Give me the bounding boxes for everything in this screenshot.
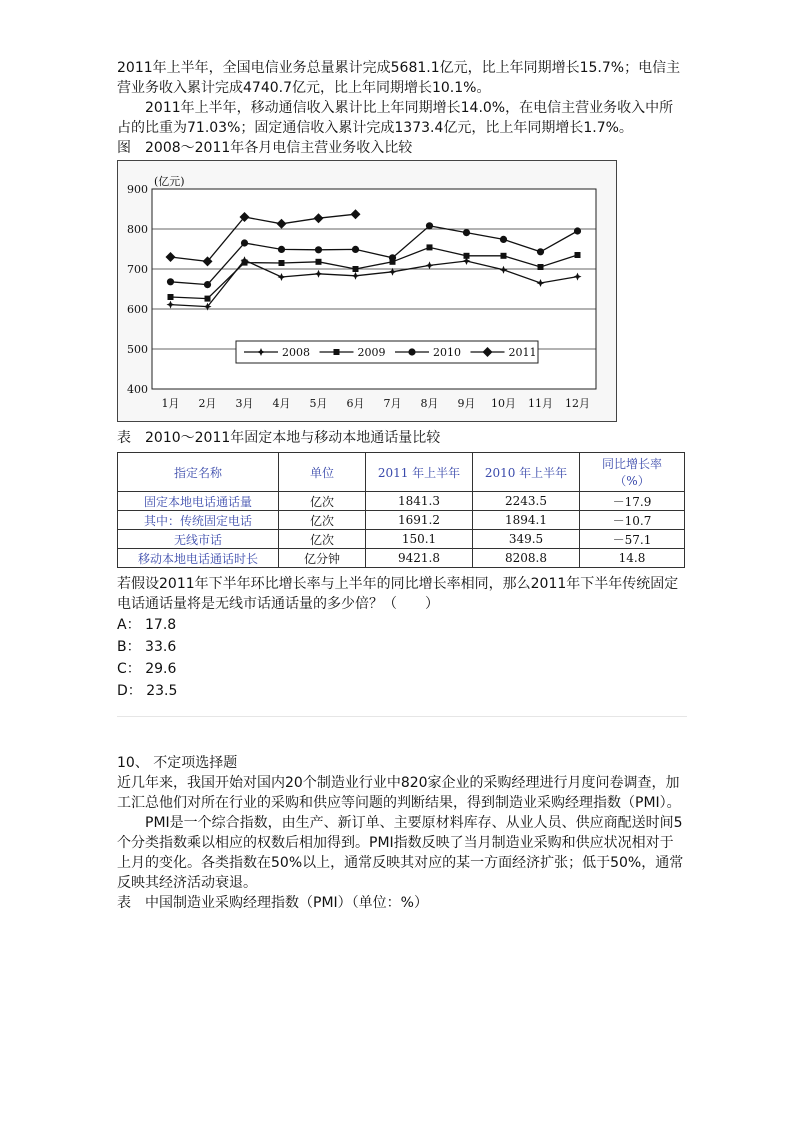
table-row: [118, 549, 685, 568]
y-tick-label: 400: [127, 383, 148, 396]
legend-label-2009: 2009: [357, 346, 386, 359]
data-point-2010: [241, 239, 248, 246]
table-cell: 亿分钟: [279, 549, 366, 568]
header-2011: 2011 年上半年: [366, 453, 473, 492]
x-tick-label: 9月: [457, 397, 476, 410]
data-point-2010: [167, 278, 174, 285]
table-row: [118, 492, 685, 511]
data-point-2010: [500, 236, 507, 243]
y-tick-label: 900: [127, 183, 148, 196]
x-tick-label: 1月: [161, 397, 180, 410]
data-point-2009: [205, 296, 211, 302]
table-cell: 1691.2: [366, 511, 473, 530]
data-point-2009: [279, 260, 285, 266]
data-point-2009: [464, 253, 470, 259]
option-d[interactable]: D： 23.5: [117, 683, 178, 699]
data-point-2010: [352, 246, 359, 253]
x-tick-label: 10月: [491, 397, 516, 410]
intro-paragraph-1: 2011年上半年，全国电信业务总量累计完成5681.1亿元，比上年同期增长15.7%；电信主营业务收入累计完成4740.7亿元，比上年同期增长10.1%。: [117, 60, 681, 96]
data-point-2010: [426, 222, 433, 229]
data-point-2010: [537, 248, 544, 255]
call-volume-table: [117, 452, 685, 568]
table-cell: 150.1: [366, 530, 473, 549]
data-point-2010: [574, 227, 581, 234]
data-point-2009: [575, 252, 581, 258]
x-tick-label: 11月: [528, 397, 553, 410]
data-point-2009: [316, 259, 322, 265]
table-cell: 8208.8: [473, 549, 580, 568]
data-point-2009: [353, 266, 359, 272]
table-cell: 2243.5: [473, 492, 580, 511]
data-point-2010: [278, 246, 285, 253]
table-header-row: [118, 453, 685, 492]
question10-paragraph-2: PMI是一个综合指数，由生产、新订单、主要原材料库存、从业人员、供应商配送时间5个分类指数乘以相应的权数后相加得到。PMI指数反映了当月制造业采购和供应状况相对于上月的变化。各类指数在50%以上，通常反映其对应的某一方面经济扩张；低于50%，通常反映其经济活动衰退。: [117, 815, 684, 891]
question10-number: 10、 不定项选择题: [117, 755, 238, 771]
table-cell: 其中：传统固定电话: [118, 511, 279, 530]
header-growth-unit: （%）: [614, 474, 650, 488]
question9-text: 若假设2011年下半年环比增长率与上半年的同比增长率相同，那么2011年下半年传统固定电话通话量将是无线市话通话量的多少倍？（ ）: [117, 576, 679, 612]
data-point-2010: [389, 254, 396, 261]
x-tick-label: 8月: [420, 397, 439, 410]
x-tick-label: 2月: [198, 397, 217, 410]
table-cell: 亿次: [279, 492, 366, 511]
legend-label-2011: 2011: [508, 346, 537, 359]
y-tick-label: 700: [127, 263, 148, 276]
x-tick-label: 7月: [383, 397, 402, 410]
y-axis-label: (亿元): [154, 175, 185, 188]
figure-caption: 图 2008～2011年各月电信主营业务收入比较: [117, 140, 413, 156]
y-tick-label: 500: [127, 343, 148, 356]
header-growth: [580, 453, 685, 492]
table-row: [118, 530, 685, 549]
header-growth-label: 同比增长率: [601, 457, 662, 471]
legend-label-2008: 2008: [282, 346, 310, 359]
data-point-2009: [501, 253, 507, 259]
question10-table-caption: 表 中国制造业采购经理指数（PMI）（单位：%）: [117, 895, 428, 911]
legend-marker-2009: [334, 349, 340, 355]
table-cell: 14.8: [580, 549, 685, 568]
header-indicator: 指定名称: [118, 453, 279, 492]
table-cell: 固定本地电话通话量: [118, 492, 279, 511]
revenue-line-chart: [117, 160, 617, 422]
table-cell: 移动本地电话通话时长: [118, 549, 279, 568]
data-point-2009: [242, 260, 248, 266]
table-cell: 349.5: [473, 530, 580, 549]
y-tick-label: 600: [127, 303, 148, 316]
chart-canvas: [118, 161, 616, 421]
table-cell: －10.7: [580, 511, 685, 530]
question10-paragraph-1: 近几年来，我国开始对国内20个制造业行业中820家企业的采购经理进行月度问卷调查，加工汇总他们对所在行业的采购和供应等问题的判断结果，得到制造业采购经理指数（PMI）。: [117, 775, 681, 811]
option-a[interactable]: A： 17.8: [117, 617, 177, 633]
data-point-2010: [315, 246, 322, 253]
intro-paragraph-2: 2011年上半年，移动通信收入累计比上年同期增长14.0%，在电信主营业务收入中所占的比重为71.03%；固定通信收入累计完成1373.4亿元，比上年同期增长1.7%。: [117, 100, 674, 136]
data-point-2009: [538, 264, 544, 270]
x-tick-label: 4月: [272, 397, 291, 410]
data-point-2009: [168, 294, 174, 300]
table-cell: 亿次: [279, 511, 366, 530]
data-point-2010: [204, 281, 211, 288]
table-row: [118, 511, 685, 530]
table1-caption: 表 2010～2011年固定本地与移动本地通话量比较: [117, 430, 441, 446]
table-cell: 1894.1: [473, 511, 580, 530]
x-tick-label: 3月: [235, 397, 254, 410]
document-page: [117, 58, 687, 913]
table-cell: 9421.8: [366, 549, 473, 568]
question9-options: [117, 614, 687, 702]
question-divider: [117, 716, 687, 717]
header-2010: 2010 年上半年: [473, 453, 580, 492]
x-tick-label: 5月: [309, 397, 328, 410]
x-tick-label: 12月: [565, 397, 590, 410]
x-tick-label: 6月: [346, 397, 365, 410]
table-cell: 1841.3: [366, 492, 473, 511]
legend-label-2010: 2010: [433, 346, 461, 359]
data-point-2010: [463, 229, 470, 236]
option-b[interactable]: B： 33.6: [117, 639, 177, 655]
legend-marker-2010: [408, 348, 415, 355]
y-tick-label: 800: [127, 223, 148, 236]
table-cell: －17.9: [580, 492, 685, 511]
table-cell: －57.1: [580, 530, 685, 549]
header-unit: 单位: [279, 453, 366, 492]
table-cell: 无线市话: [118, 530, 279, 549]
data-point-2009: [427, 244, 433, 250]
option-c[interactable]: C： 29.6: [117, 661, 177, 677]
table-cell: 亿次: [279, 530, 366, 549]
